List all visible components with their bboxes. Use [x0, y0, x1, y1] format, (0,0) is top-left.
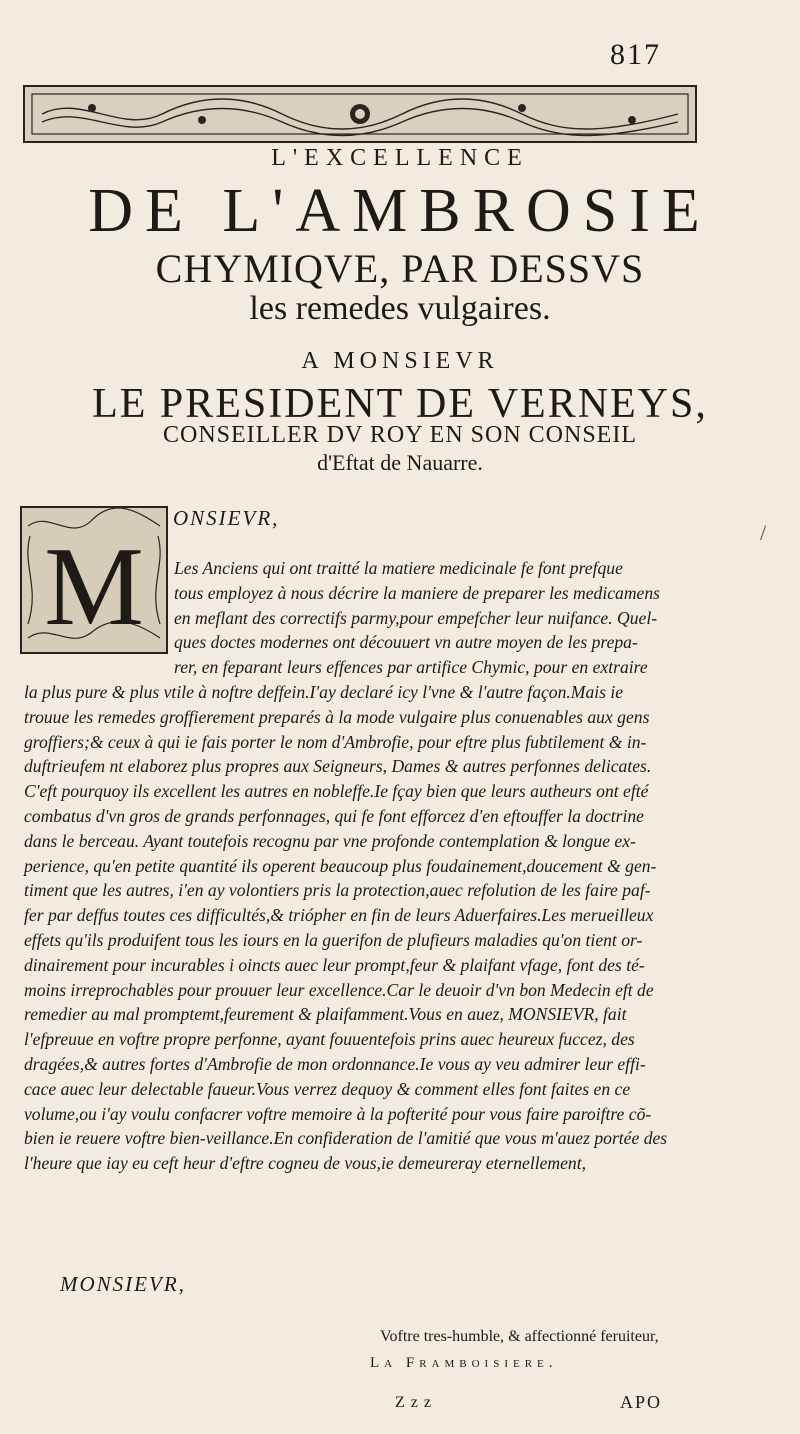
body-line: tous employez à nous décrire la maniere de preparer les medicamens [174, 582, 661, 603]
author-signature: La Framboisiere. [370, 1355, 558, 1371]
body-line: effets qu'ils produifent tous les iours en la guerifon de plufieurs maladies qu'on tient or- [24, 929, 643, 950]
body-line: l'heure que iay eu ceft heur d'eftre cogneu de vous,ie demeureray eternellement, [24, 1153, 587, 1174]
body-line: bien ie reuere voftre bien-veillance.En confideration de l'amitié que vous m'auez portée des [24, 1128, 668, 1149]
ornamental-headpiece [22, 82, 698, 144]
closing-salutation: MONSIEVR, [60, 1272, 186, 1296]
body-line: dinairement pour incurables i oincts auec leur prompt,feur & plaifant vfage, font des té- [24, 954, 645, 975]
body-line: en meflant des correctifs parmy,pour empefcher leur nuifance. Quel- [174, 607, 658, 628]
dedication-to: A MONSIEVR [301, 348, 499, 374]
body-line: perience, qu'en petite quantité ils operent beaucoup plus foudainement,doucement & gen- [24, 855, 657, 876]
recipient-place: d'Eftat de Nauarre. [317, 450, 483, 475]
body-line: ques doctes modernes ont découuert vn autre moyen de les prepa- [174, 632, 638, 653]
body-line: l'efpreuue en voftre propre perfonne, ayant fouuentefois prins auec heureux fuccez, des [24, 1029, 635, 1050]
signature-mark: Zzz [395, 1394, 437, 1411]
subtitle-line-2: les remedes vulgaires. [249, 290, 551, 327]
body-line: combatus d'vn gros de grands perfonnages, qui fe font efforcez d'en eftouffer la doctrine [24, 805, 644, 826]
kicker-title: L'EXCELLENCE [271, 145, 529, 171]
body-line: volume,ou i'ay voulu confacrer voftre memoire à la pofterité pour vous faire paroiftre cõ- [24, 1103, 652, 1124]
body-line: dans le berceau. Ayant toutefois recognu par vne profonde contemplation & longue ex- [24, 830, 636, 851]
recipient-role: CONSEILLER DV ROY EN SON CONSEIL [162, 422, 637, 448]
subtitle: CHYMIQVE, PAR DESSVS [155, 246, 645, 291]
body-line: groffiers;& ceux à qui ie fais porter le nom d'Ambrofie, pour eftre plus fubtilement & in- [24, 731, 647, 752]
margin-mark: / [760, 520, 767, 545]
body-line: la plus pure & plus vtile à noftre deffein.I'ay declaré icy l'vne & l'autre façon.Mais ie [24, 681, 624, 702]
body-line: cace auec leur delectable faueur.Vous verrez dequoy & comment elles font faites en ce [24, 1078, 631, 1099]
body-line: remedier au mal promptemt,feurement & plaifamment.Vous en auez, MONSIEVR, fait [24, 1004, 627, 1025]
main-title: DE L'AMBROSIE [88, 177, 712, 245]
body-line: duftrieufem nt elaborez plus propres aux Seigneurs, Dames & autres perfonnes delicates. [24, 756, 652, 777]
body-line: dragées,& autres fortes d'Ambrofie de mon ordonnance.Ie vous ay veu admirer leur effi- [24, 1053, 646, 1074]
initial-letter: M [44, 525, 144, 649]
body-line: Les Anciens qui ont traitté la matiere medicinale fe font prefque [174, 558, 623, 578]
catchword: APO [620, 1392, 663, 1412]
body-line: timent que les autres, i'en ay volontiers pris la protection,auec refolution de les faire paf- [24, 880, 651, 901]
body-line: rer, en feparant leurs effences par artifice Chymic, pour en extraire [174, 657, 648, 678]
page-number: 817 [610, 38, 661, 71]
body-line: trouue les remedes groffierement preparés à la mode vulgaire plus conuenables aux gens [24, 706, 650, 727]
body-line: C'eft pourquoy ils excellent les autres en nobleffe.Ie fçay bien que leurs autheurs ont efté [24, 781, 649, 802]
signoff: Voftre tres-humble, & affectionné feruiteur, [380, 1328, 659, 1345]
letter-body [24, 556, 672, 1176]
body-line: fer par deffus toutes ces difficultés,& triópher en fin de leurs Aduerfaires.Les merueilleux [24, 905, 654, 926]
recipient-name: LE PRESIDENT DE VERNEYS, [92, 381, 708, 427]
body-line: moins irreprochables pour prouuer leur excellence.Car le deuoir d'vn bon Medecin eft de [24, 979, 654, 1000]
salutation: ONSIEVR, [173, 506, 280, 530]
